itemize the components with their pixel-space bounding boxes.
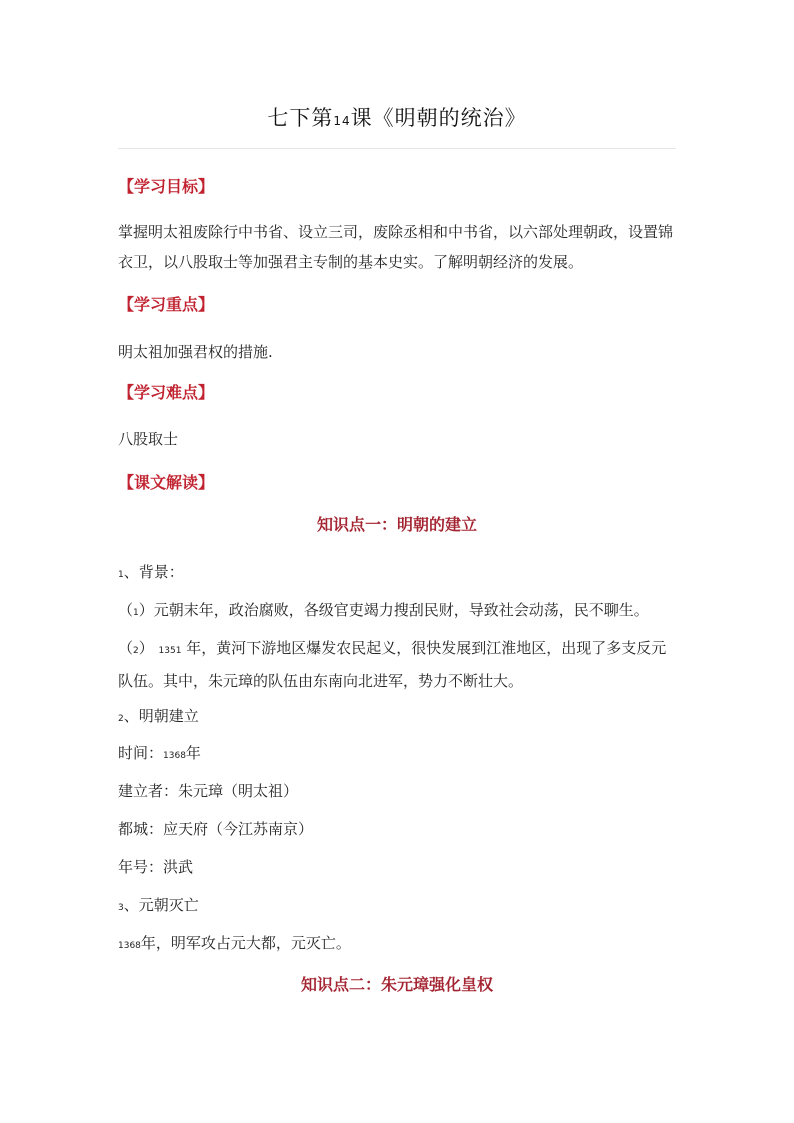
era-name: 年号：洪武 [118, 858, 194, 876]
focus-heading: 【学习重点】 [118, 295, 215, 314]
page-title [118, 102, 676, 132]
background-para-1: （1）元朝末年，政治腐败，各级官吏竭力搜刮民财，导致社会动荡，民不聊生。 [118, 601, 649, 619]
item-3-yuan-fall: 3、元朝灭亡 [118, 896, 199, 914]
background-para-2: （2） 1351 年，黄河下游地区爆发农民起义，很快发展到江淮地区，出现了多支反元队伍。其中，朱元璋的队伍由东南向北进军，势力不断壮大。 [118, 639, 667, 690]
yuan-fall-text: 1368年，明军攻占元大都，元灭亡。 [118, 934, 351, 952]
item-2-founding: 2、明朝建立 [118, 707, 199, 725]
goals-text: 掌握明太祖废除行中书省、设立三司，废除丞相和中书省，以六部处理朝政，设置锦衣卫，以八股取士等加强君主专制的基本史实。了解明朝经济的发展。 [118, 223, 674, 271]
title-suffix: 课《明朝的统治》 [350, 106, 527, 130]
item-1-background: 1、背景： [118, 563, 184, 581]
difficulty-heading: 【学习难点】 [118, 383, 215, 402]
founding-time: 时间：1368年 [118, 744, 201, 762]
knowledge-point-1-title: 知识点一：明朝的建立 [316, 515, 477, 534]
reading-heading: 【课文解读】 [118, 473, 215, 492]
title-prefix: 七下第 [267, 106, 334, 130]
knowledge-point-2-title: 知识点二：朱元璋强化皇权 [300, 975, 493, 994]
difficulty-text: 八股取士 [118, 430, 179, 448]
title-divider [118, 148, 676, 149]
goals-heading: 【学习目标】 [118, 177, 215, 196]
founder: 建立者：朱元璋（明太祖） [118, 782, 299, 800]
title-lesson-number: 14 [333, 114, 351, 128]
focus-text: 明太祖加强君权的措施. [118, 343, 273, 361]
capital: 都城：应天府（今江苏南京） [118, 820, 314, 838]
